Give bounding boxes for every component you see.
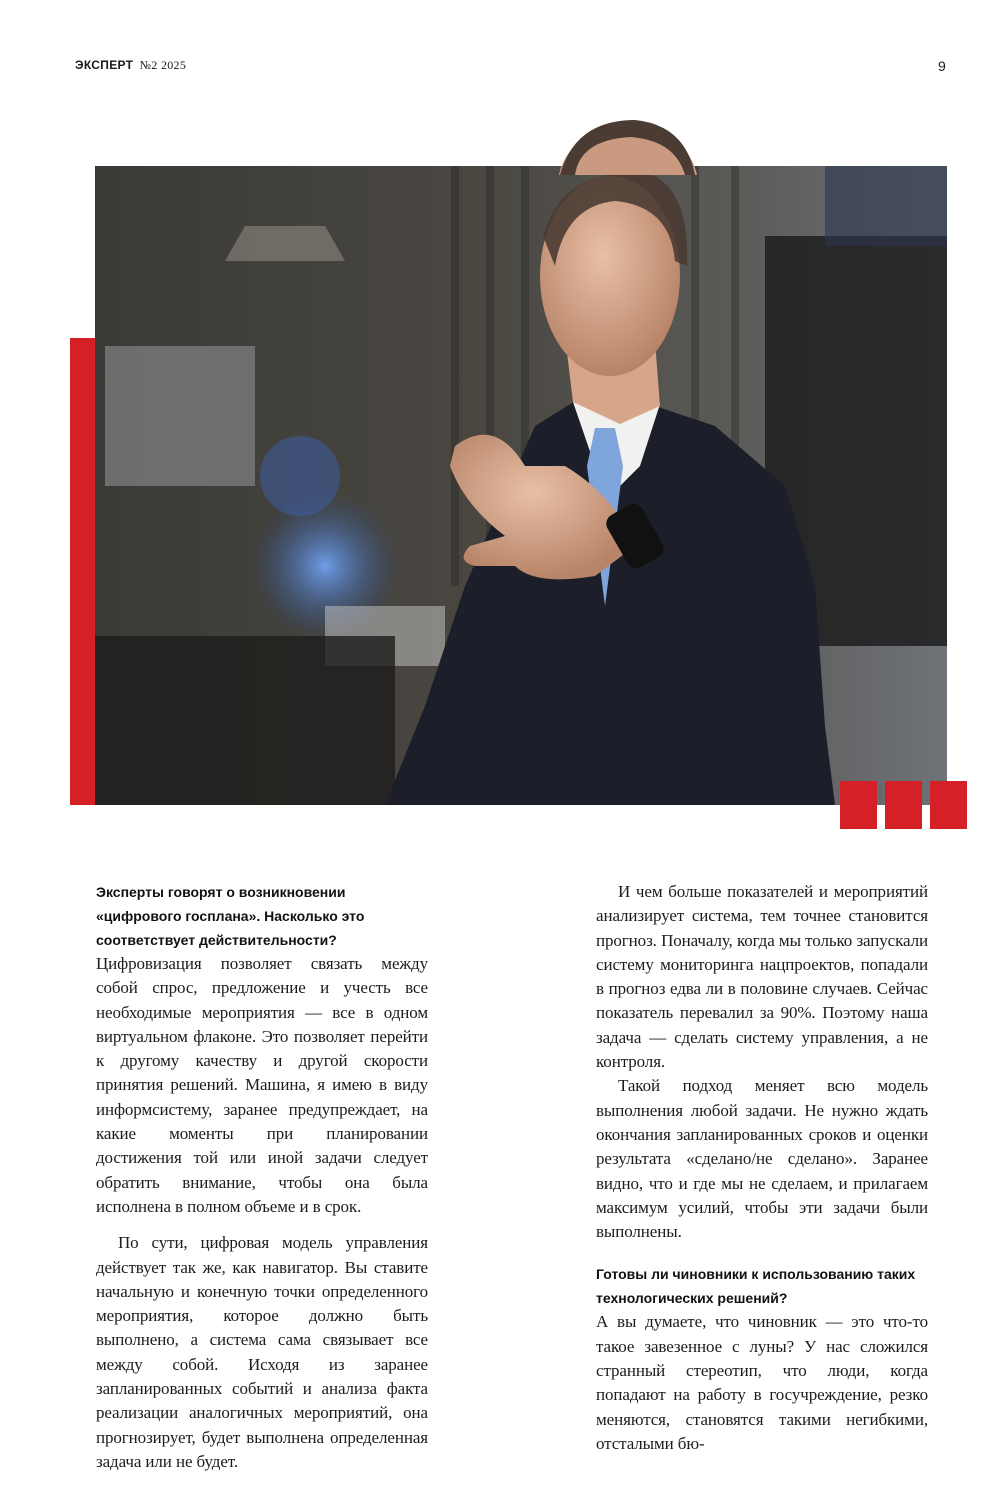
portrait-photo — [95, 166, 947, 805]
answer-paragraph: По сути, цифровая модель управления действует так же, как навигатор. Вы ставите начальную и конечную точки определенного мероприятия, которое должно быть выполнено, а система сама связывает все между собой. Исходя из заранее запланированных событий и анализа факта реализации аналогичных мероприятий, она прогнозирует, будет выполнена определенная задача или не будет. — [96, 1233, 428, 1471]
portrait-head-overflow — [535, 115, 705, 175]
red-square — [930, 781, 967, 829]
answer-paragraph: Цифровизация позволяет связать между собой спрос, предложение и учесть все необходимые мероприятия — все в одном виртуальном флаконе. Это позволяет перейти к другому качеству и другой скорости принятия решений. Машина, я имею в виду информсистему, заранее предупреждает, на какие моменты при планировании достижения той или иной задачи следует обратить внимание, чтобы она была исполнена в полном объеме и в срок. — [96, 954, 428, 1216]
red-square — [840, 781, 877, 829]
right-text-column — [596, 880, 928, 1456]
portrait-illustration — [95, 166, 947, 805]
red-square-markers — [840, 781, 967, 829]
left-text-column — [96, 880, 428, 1474]
magazine-brand: ЭКСПЕРТ — [75, 58, 134, 72]
interview-question: Эксперты говорят о возникновении «цифрового госплана». Насколько это соответствует действительности? — [96, 884, 365, 948]
red-square — [885, 781, 922, 829]
answer-paragraph: И чем больше показателей и мероприятий анализирует система, тем точнее становится прогноз. Поначалу, когда мы только запускали систему мониторинга нацпроектов, попадали в прогноз едва ли в половине случаев. Сейчас показатель перевалил за 90%. Поэтому наша задача — сделать систему управления, а не контроля. — [596, 882, 928, 1072]
answer-paragraph: Такой подход меняет всю модель выполнения любой задачи. Не нужно ждать окончания запланированных сроков и оценки результата «сделано/не сделано». Заранее видно, что и где мы не сделаем, и прилагаем максимум усилий, чтобы эти задачи были выполнены. — [596, 1076, 928, 1242]
interview-question: Готовы ли чиновники к использованию таких технологических решений? — [596, 1266, 916, 1307]
issue-number: №2 2025 — [139, 58, 187, 72]
page-number: 9 — [938, 58, 946, 74]
red-accent-bar — [70, 338, 95, 805]
answer-paragraph: А вы думаете, что чиновник — это что-то такое завезенное с луны? У нас сложился странный стереотип, что люди, когда попадают на работу в госучреждение, резко меняются, становятся такими негибкими, отсталыми бю- — [596, 1312, 928, 1453]
running-header — [75, 58, 186, 73]
head-top-shape — [535, 115, 705, 175]
